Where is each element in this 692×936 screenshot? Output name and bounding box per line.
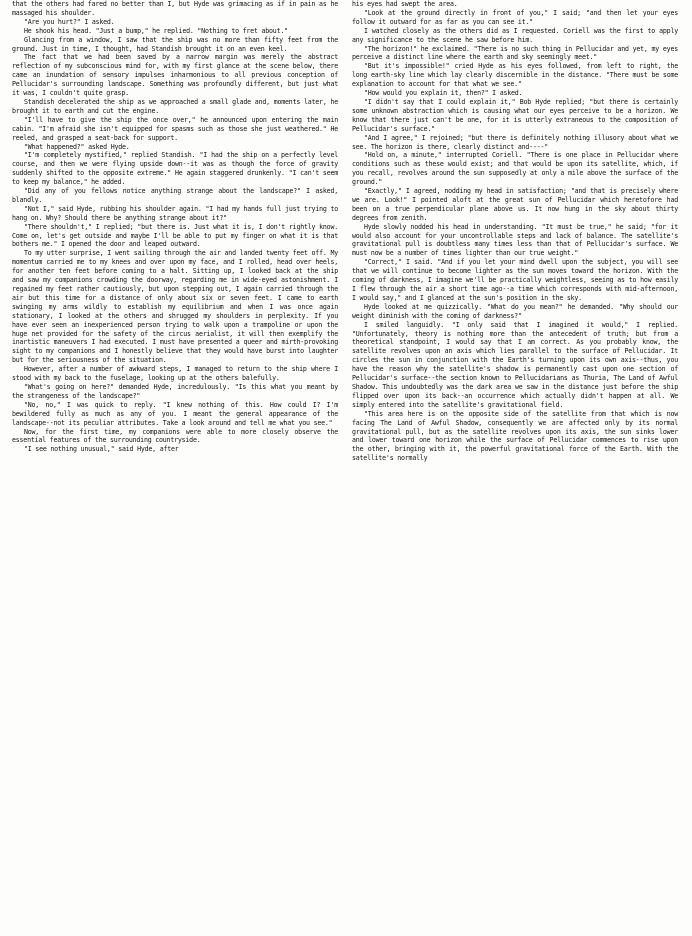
paragraph: "Not I," said Hyde, rubbing his shoulder again. "I had my hands full just trying to hang on. Why? Should there be anything strange about it?" bbox=[12, 204, 338, 222]
paragraph: He shook his head. "Just a bump," he replied. "Nothing to fret about." bbox=[24, 26, 288, 35]
paragraph: "I'm completely mystified," replied Standish. "I had the ship on a perfectly level course, and then we were flying upside down--it was as though the force of gravity suddenly shifted to the opposite extreme." He again staggered drunkenly. "I can't seem to keep my balance," he added. bbox=[12, 151, 338, 187]
paragraph: "I'll have to give the ship the once over," he announced upon entering the main cabin. "I'm afraid she isn't equipped for spasms such as those she just weathered." He reeled, and grasped a seat-back for support. bbox=[12, 115, 338, 142]
paragraph: "But it's impossible!" cried Hyde as his eyes followed, from left to right, the long earth-sky line which lay clearly discernible in the distance. "There must be some explanation to account for that what we see." bbox=[352, 62, 678, 89]
right-column bbox=[352, 0, 678, 936]
paragraph: "How would you explain it, then?" I asked. bbox=[364, 89, 523, 98]
paragraph: "And I agree," I rejoined; "but there is definitely nothing illusory about what we see. The horizon is there, clearly distinct and----" bbox=[352, 133, 678, 151]
paragraph: "What's going on here?" demanded Hyde, incredulously. "Is this what you meant by the strangeness of the landscape?" bbox=[12, 382, 338, 400]
paragraph: I smiled languidly. "I only said that I imagined it would," I replied. "Unfortunately, theory is nothing more than the antecedent of truth; but from a theoretical standpoint, I would say that I am correct. As you probably know, the satellite revolves upon an axis which lies parallel to the surface of Pellucidar. It circles the sun in conjunction with the Earth's turning upon its own axis--thus, you have the reason why the satellite's shadow is permanently cast upon one section of Pellucidar's surface--the section known to Pellucidarians as Thuria, The Land of Awful Shadow. This undoubtedly was the dark area we saw in the distance just before the ship flipped over upon its back--an occurrence which actually didn't happen at all. We simply entered into the satellite's gravitational field. bbox=[352, 320, 678, 409]
paragraph: "I didn't say that I could explain it," Bob Hyde replied; "but there is certainly some unknown abstraction which is causing what our eyes perceive to be a horizon. We know that there just can't be one, for it is utterly extraneous to the composition of Pellucidar's surface." bbox=[352, 97, 678, 133]
paragraph: Standish decelerated the ship as we approached a small glade and, moments later, he brought it to earth and cut the engine. bbox=[12, 97, 338, 115]
paragraph: I watched closely as the others did as I requested. Coriell was the first to apply any significance to the scene he saw before him. bbox=[352, 26, 678, 44]
paragraph: To my utter surprise, I went sailing through the air and landed twenty feet off. My momentum carried me to my knees and over upon my face, and I rolled, head over heels, for another ten feet before coming to a halt. Sitting up, I looked back at the ship and saw my companions crowding the doorway, regarding me in wide-eyed astonishment. I regained my feet rather cautiously, but upon stepping out, I again carried through the air but this time for a distance of only about six or seven feet. I came to earth swinging my arms wildly to establish my equilibrium and when I was once again stationary, I looked at the others and shrugged my shoulders in perplexity. If you have ever seen an inexperienced person trying to walk upon a trampoline or upon the huge net provided for the safety of the circus aerialist, it will then exemplify the inartistic maneuvers I had executed. I must have presented a queer and mirth-provoking sight to my companions and I honestly believe that they would have burst into laughter but for the seriousness of the situation. bbox=[12, 249, 338, 365]
paragraph: "Correct," I said. "And if you let your mind dwell upon the subject, you will see that we will continue to become lighter as the sun moves toward the horizon. With the coming of darkness, I imagine we'll be practically weightless, seeing as to how easily I flew through the air a short time ago--a time which corresponds with mid-afternoon, I would say," and I glanced at the sun's position in the sky. bbox=[352, 258, 678, 302]
paragraph: Hyde looked at me quizzically. "What do you mean?" he demanded. "Why should our weight diminish with the coming of darkness?" bbox=[352, 302, 678, 320]
paragraph: "No, no," I was quick to reply. "I knew nothing of this. How could I? I'm bewildered fully as much as any of you. I meant the general appearance of the landscape--not its peculiar attributes. Take a look around and tell me what you see." bbox=[12, 400, 338, 427]
paragraph: "Are you hurt?" I asked. bbox=[24, 17, 115, 26]
paragraph: his eyes had swept the area. bbox=[352, 0, 458, 8]
paragraph: "What happened?" asked Hyde. bbox=[24, 142, 130, 151]
paragraph: "Hold on, a minute," interrupted Coriell. "There is one place in Pellucidar where conditions such as these would exist; and that would be upon its satellite, which, if you recall, revolves around the sun supposedly at only a mile above the surface of the ground." bbox=[352, 151, 678, 187]
paragraph: "Exactly," I agreed, nodding my head in satisfaction; "and that is precisely where we are. Look!" I pointed aloft at the great sun of Pellucidar which heretofore had been on a true perpendicular plane above us. It now hung in the sky about thirty degrees from zenith. bbox=[352, 187, 678, 222]
paragraph: The fact that we had been saved by a narrow margin was merely the abstract reflection of my subconscious mind for, with my first glance at the scene below, there came an inundation of sensory impulses inharmonious to all previous conception of Pellucidar's surrounding landscape. Something was profoundly different, but just what it was, I couldn't quite grasp. bbox=[12, 53, 338, 98]
paragraph: "I see nothing unusual," said Hyde, after bbox=[24, 445, 179, 454]
paragraph: "Did any of you fellows notice anything strange about the landscape?" I asked, blandly. bbox=[12, 187, 338, 204]
paragraph: "There shouldn't," I replied; "but there is. Just what it is, I don't rightly know. Come on, let's get outside and maybe I'll be able to put my finger on what it is that bothers me." I opened the door and leaped outward. bbox=[12, 222, 338, 249]
paragraph: However, after a number of awkward steps, I managed to return to the ship where I stood with my back to the fuselage, looking up at the others balefully. bbox=[12, 365, 338, 383]
left-column bbox=[12, 0, 338, 936]
paragraph: Glancing from a window, I saw that the ship was no more than fifty feet from the ground. Just in time, I thought, had Standish brought it on an even keel. bbox=[12, 35, 338, 53]
paragraph: Now, for the first time, my companions were able to more closely observe the essential features of the surrounding countryside. bbox=[12, 427, 338, 445]
paragraph: Hyde slowly nodded his head in understanding. "It must be true," he said; "for it would also account for your uncontrollable steps and lack of balance. The satellite's gravitational pull is doubtless many times less than that of Pellucidar's surface. We must now be a number of times lighter than our true weight." bbox=[352, 222, 678, 258]
paragraph: that the others had fared no better than I, but Hyde was grimacing as if in pain as he massaged his shoulder. bbox=[12, 0, 338, 17]
paragraph: "The horizon!" he exclaimed. "There is no such thing in Pellucidar and yet, my eyes perceive a distinct line where the earth and sky seemingly meet." bbox=[352, 44, 678, 62]
paragraph: "Look at the ground directly in front of you," I said; "and then let your eyes follow it outward for as far as you can see it." bbox=[352, 8, 678, 26]
paragraph: "This area here is on the opposite side of the satellite from that which is now facing The Land of Awful Shadow, consequently we are affected only by its normal gravitational pull, but as the satellite revolves upon its axis, the sun sinks lower and lower toward one horizon while the surface of Pellucidar commences to rise upon the other, bringing with it, the powerful gravitational force of the Earth. With the satellite's normally bbox=[352, 409, 678, 463]
